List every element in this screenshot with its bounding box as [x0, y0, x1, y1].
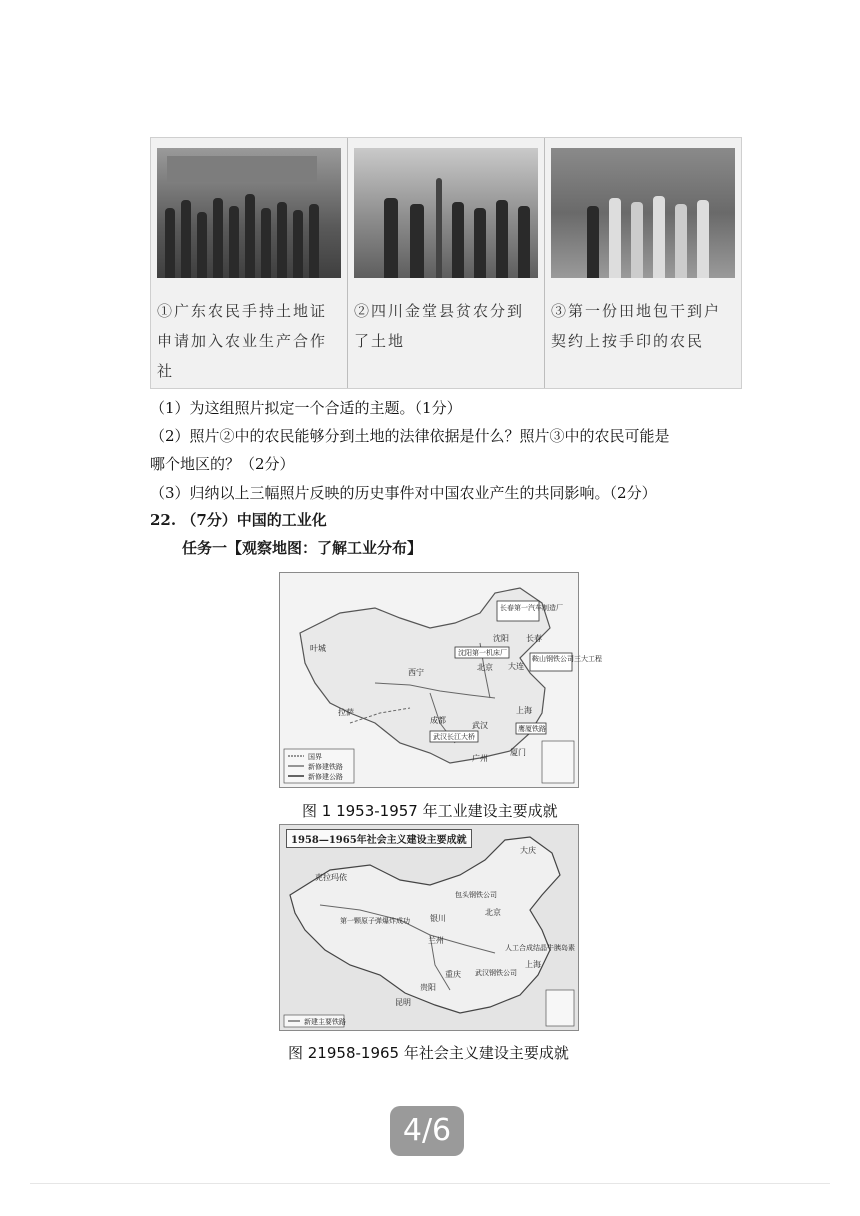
task-1-heading: 任务一【观察地图：了解工业分布】	[182, 539, 423, 557]
photo-2	[348, 138, 545, 388]
map-1-legend-railway: 新修建铁路	[308, 763, 343, 771]
map-1-legend-border: 国界	[308, 753, 322, 761]
map-1-inset	[542, 741, 574, 783]
label-yingtan-box: 鹰厦铁路	[518, 725, 546, 733]
label-wuhan-bridge: 武汉长江大桥	[433, 733, 475, 741]
question-2-line-2: 哪个地区的？（2分）	[150, 455, 295, 473]
label-chengdu: 成都	[430, 716, 446, 725]
page-indicator: 4/6	[390, 1106, 464, 1156]
question-3: （3）归纳以上三幅照片反映的历史事件对中国农业产生的共同影响。（2分）	[150, 484, 657, 502]
question-22-heading: 22. （7分）中国的工业化	[150, 511, 327, 529]
label-karamay: 克拉玛依	[315, 873, 347, 882]
question-1: （1）为这组照片拟定一个合适的主题。（1分）	[150, 399, 462, 417]
label-dalian: 大连	[508, 662, 524, 671]
label-wuhan: 武汉	[472, 721, 488, 730]
label-shanghai: 上海	[516, 706, 532, 715]
label-anshan-box: 鞍山钢铁公司三大工程	[532, 655, 602, 663]
bottom-divider	[30, 1183, 830, 1184]
map-2	[279, 824, 579, 1031]
map-1	[279, 572, 602, 788]
label-shanghai-2: 上海	[525, 960, 541, 969]
map-1-legend-highway: 新修建公路	[308, 773, 343, 781]
label-lhasa: 拉萨	[338, 708, 354, 717]
map-1-svg	[280, 573, 602, 787]
label-guiyang: 贵阳	[420, 983, 436, 992]
photo-1-image	[157, 148, 341, 278]
question-2-line-1: （2）照片②中的农民能够分到土地的法律依据是什么？照片③中的农民可能是	[150, 427, 670, 445]
map-2-caption: 图 21958-1965 年社会主义建设主要成就	[288, 1044, 569, 1062]
map-2-svg	[280, 825, 578, 1030]
map-1-caption: 图 1 1953-1957 年工业建设主要成就	[302, 802, 558, 820]
label-kashgar: 叶城	[310, 644, 326, 653]
photo-3-image	[551, 148, 735, 278]
label-chongqing: 重庆	[445, 970, 461, 979]
label-wuhan-steel: 武汉钢铁公司	[475, 969, 517, 977]
label-kunming: 昆明	[395, 998, 411, 1007]
photo-strip	[150, 137, 742, 389]
photo-3-caption: ③第一份田地包干到户契约上按手印的农民	[551, 302, 722, 350]
label-lanzhou: 兰州	[428, 936, 444, 945]
photo-2-caption: ②四川金堂县贫农分到了土地	[354, 302, 525, 350]
label-beijing-2: 北京	[485, 908, 501, 917]
label-guangzhou: 广州	[472, 754, 488, 763]
photo-3	[545, 138, 741, 388]
label-shenyang-box: 沈阳第一机床厂	[458, 649, 507, 657]
label-changchun-box: 长春第一汽车制造厂	[500, 604, 563, 612]
photo-2-image	[354, 148, 538, 278]
label-baotou: 包头钢铁公司	[455, 891, 497, 899]
label-daqing: 大庆	[520, 846, 536, 855]
map-2-inset	[546, 990, 574, 1026]
photo-1	[151, 138, 348, 388]
photo-1-caption: ①广东农民手持土地证申请加入农业生产合作社	[157, 302, 328, 380]
label-insulin: 人工合成结晶牛胰岛素	[505, 944, 575, 952]
label-beijing: 北京	[477, 663, 493, 672]
label-xiamen: 厦门	[510, 748, 526, 757]
map-2-legend-railway: 新建主要铁路	[304, 1018, 346, 1026]
label-changchun: 长春	[526, 634, 542, 643]
label-xining: 西宁	[408, 668, 424, 677]
label-shenyang: 沈阳	[493, 634, 509, 643]
label-satellite: 第一颗原子弹爆炸成功	[340, 917, 410, 925]
map-2-title: 1958—1965年社会主义建设主要成就	[286, 829, 472, 848]
label-yinchuan: 银川	[430, 914, 446, 923]
